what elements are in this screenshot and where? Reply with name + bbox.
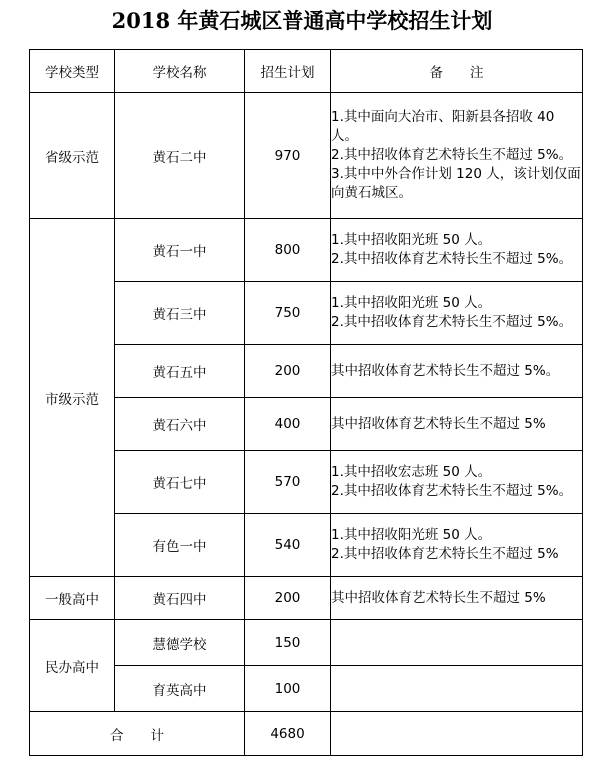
table-row <box>30 219 583 282</box>
school-name-cell: 黄石三中 <box>115 282 245 345</box>
total-label-char-1: 合 <box>110 727 124 744</box>
notes-cell <box>331 345 583 398</box>
enrollment-count-cell: 200 <box>245 577 331 620</box>
enrollment-count-cell: 400 <box>245 398 331 451</box>
enrollment-count-cell: 800 <box>245 219 331 282</box>
note-line: 1.其中招收阳光班 50 人。 <box>331 295 492 311</box>
school-name-cell: 慧德学校 <box>115 620 245 666</box>
header-notes-char-2: 注 <box>470 65 484 81</box>
note-line: 其中招收体育艺术特长生不超过 5% <box>331 589 546 606</box>
school-name-cell: 黄石二中 <box>115 93 245 219</box>
enrollment-count-cell: 150 <box>245 620 331 666</box>
header-school-name: 学校名称 <box>115 50 245 93</box>
page-title: 2018 年黄石城区普通高中学校招生计划 <box>111 8 493 33</box>
notes-cell <box>331 666 583 712</box>
note-line: 1.其中招收阳光班 50 人。 <box>331 527 492 543</box>
note-line: 其中招收体育艺术特长生不超过 5% <box>331 415 546 432</box>
note-line: 1.其中招收阳光班 50 人。 <box>331 232 492 248</box>
note-line: 2.其中招收体育艺术特长生不超过 5%。 <box>331 147 573 163</box>
notes-cell <box>331 282 583 345</box>
notes-cell <box>331 93 583 219</box>
enrollment-count-cell: 100 <box>245 666 331 712</box>
school-name-cell: 黄石六中 <box>115 398 245 451</box>
school-type-cell: 一般高中 <box>30 577 115 620</box>
note-line: 3.其中中外合作计划 120 人，该计划仅面向黄石城区。 <box>331 166 581 201</box>
table-header-row <box>30 50 583 93</box>
table-row <box>30 93 583 219</box>
total-label-char-2: 计 <box>150 727 164 744</box>
enrollment-count-cell: 570 <box>245 451 331 514</box>
note-line: 其中招收体育艺术特长生不超过 5%。 <box>331 362 560 379</box>
enrollment-count-cell: 540 <box>245 514 331 577</box>
table-row <box>30 577 583 620</box>
enrollment-plan-table <box>29 49 583 756</box>
note-line: 2.其中招收体育艺术特长生不超过 5%。 <box>331 483 573 499</box>
school-name-cell: 黄石四中 <box>115 577 245 620</box>
school-type-cell: 市级示范 <box>30 219 115 577</box>
note-line: 2.其中招收体育艺术特长生不超过 5% <box>331 546 559 562</box>
notes-cell <box>331 620 583 666</box>
note-line: 2.其中招收体育艺术特长生不超过 5%。 <box>331 314 573 330</box>
header-notes-char-1: 备 <box>429 65 443 81</box>
school-type-cell: 省级示范 <box>30 93 115 219</box>
enrollment-count-cell: 750 <box>245 282 331 345</box>
header-enrollment-plan: 招生计划 <box>245 50 331 93</box>
notes-cell <box>331 398 583 451</box>
header-school-type: 学校类型 <box>30 50 115 93</box>
table-row <box>30 620 583 666</box>
enrollment-count-cell: 970 <box>245 93 331 219</box>
note-line: 1.其中招收宏志班 50 人。 <box>331 464 492 480</box>
notes-cell <box>331 514 583 577</box>
note-line: 1.其中面向大冶市、阳新县各招收 40 人。 <box>331 109 555 144</box>
school-type-cell: 民办高中 <box>30 620 115 712</box>
school-name-cell: 黄石七中 <box>115 451 245 514</box>
notes-cell <box>331 577 583 620</box>
school-name-cell: 黄石一中 <box>115 219 245 282</box>
header-notes <box>331 50 583 93</box>
school-name-cell: 育英高中 <box>115 666 245 712</box>
school-name-cell: 有色一中 <box>115 514 245 577</box>
note-line: 2.其中招收体育艺术特长生不超过 5%。 <box>331 251 573 267</box>
enrollment-count-cell: 200 <box>245 345 331 398</box>
total-label <box>30 712 245 756</box>
total-notes-cell <box>331 712 583 756</box>
notes-cell <box>331 451 583 514</box>
total-count: 4680 <box>245 712 331 756</box>
school-name-cell: 黄石五中 <box>115 345 245 398</box>
notes-cell <box>331 219 583 282</box>
total-row <box>30 712 583 756</box>
